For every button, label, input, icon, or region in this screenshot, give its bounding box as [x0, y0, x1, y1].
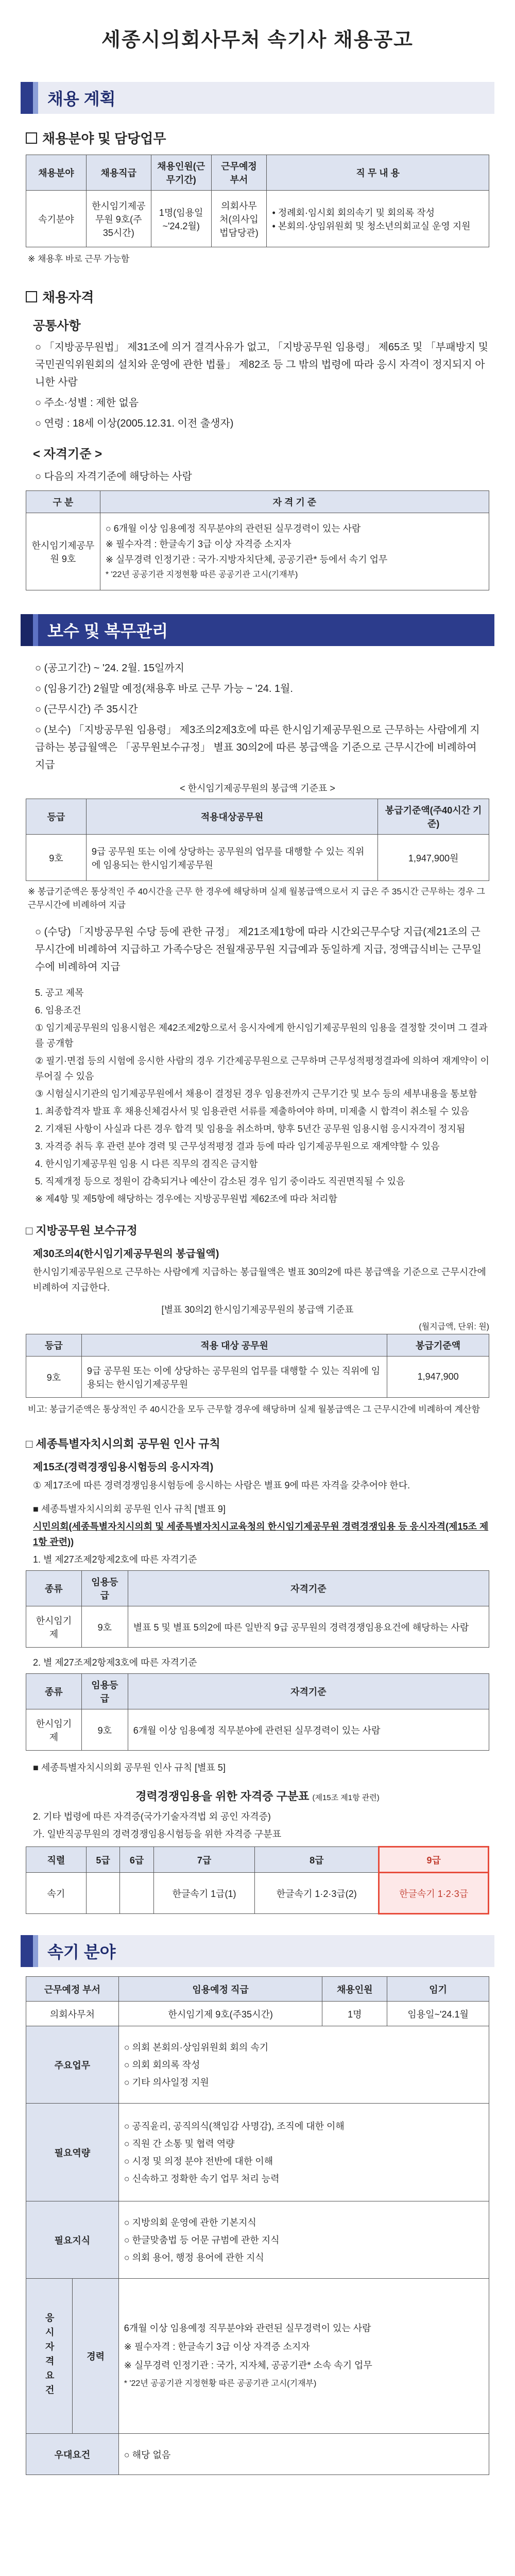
qualify-item: ○ 「지방공무원법」 제31조에 의거 결격사유가 없고, 「지방공무원 임용령」 제65조 및 「부패방지 및 국민권익위원회의 설치와 운영에 관한 법률」 제82조 등 그 밖의 법령에 따라 응시 자격이 정지되지 아니한 사람 — [35, 342, 489, 388]
col-dept: 근무예정부서 — [211, 155, 267, 191]
cert-cell: 한글속기 1·2·3급(2) — [255, 1873, 379, 1914]
detail-line: 6. 임용조건 — [35, 1005, 81, 1015]
duty-competency-label: 필요역량 — [26, 2104, 119, 2201]
section-label: 속기 분야 — [47, 1943, 116, 1961]
cert-title-text: 경력경쟁임용을 위한 자격증 구분표 — [135, 1790, 310, 1803]
section-marker-accent — [33, 1935, 38, 1967]
duty-competency-items — [118, 2104, 489, 2201]
qualify-item: ○ 주소·성별 : 제한 없음 — [35, 397, 139, 409]
cert-title-sub: (제15조 제1항 관련) — [312, 1793, 380, 1802]
salary-table-row — [26, 835, 489, 881]
cert-col: 7급 — [153, 1847, 254, 1873]
salary-table-caption: < 한시임기제공무원의 봉급액 기준표 > — [180, 783, 335, 793]
section-marker — [21, 1935, 33, 1967]
col-count: 채용인원(근무기간) — [151, 155, 211, 191]
req-heading: < 자격기준 > — [33, 447, 102, 461]
duty-knowledge-label: 필요지식 — [26, 2201, 119, 2279]
duty-cell: 임용일~'24.1월 — [387, 2002, 489, 2026]
cert-col: 6급 — [120, 1847, 154, 1873]
duty-col: 임기 — [387, 1977, 489, 2002]
section-marker-accent — [33, 82, 38, 114]
req-intro: ○ 다음의 자격기준에 해당하는 사람 — [35, 471, 192, 482]
duty-cell: 의회사무처 — [26, 2002, 119, 2026]
cert-cell: 한글속기 1급(1) — [153, 1873, 254, 1914]
section-label: 보수 및 복무관리 — [47, 622, 168, 640]
duty-knowledge-items — [118, 2201, 489, 2279]
duty-item: ○ 의회 회의록 작성 — [124, 2059, 200, 2070]
cert-table-title — [26, 1788, 489, 1804]
detail-line: ② 필기·면접 등의 시험에 응시한 사람의 경우 기간제공무원으로 근무하며 근무성적평정결과에 의하여 재계약이 이루어질 수 있음 — [35, 1056, 489, 1081]
plan-duties — [267, 191, 489, 247]
duty-item: ○ 기타 의사일정 지원 — [124, 2077, 209, 2088]
rule-hr-table2 — [26, 1673, 489, 1751]
rule-hr-text: ① 제17조에 따른 경력경쟁임용시험등에 응시하는 사람은 별표 9에 따른 자격을 갖추어야 한다. — [33, 1480, 410, 1490]
rule-pay-cell: 1,947,900 — [387, 1357, 489, 1398]
duty-qual-item: ※ 실무경력 인정기관 : 국가, 지자체, 공공기관* 소속 속기 업무 — [124, 2360, 372, 2370]
cert-col-series: 직렬 — [26, 1847, 87, 1873]
rule-pay-table — [26, 1334, 489, 1398]
duty-qual-vertical-label: 응시자격요건 — [26, 2279, 73, 2433]
col-grade: 채용직급 — [86, 155, 151, 191]
plan-table — [26, 155, 489, 247]
rule-hr-cell: 6개월 이상 임용예정 직무분야에 관련된 실무경력이 있는 사람 — [128, 1709, 489, 1751]
duty-qual-note: * '22년 공공기관 지정현황 따른 공공기관 고시(기재부) — [124, 2379, 317, 2388]
req-col-type: 구 분 — [26, 491, 100, 513]
plan-grade: 한시임기제공무원 9호(주35시간) — [86, 191, 151, 247]
req-criteria-item: ※ 필수자격 : 한글속기 3급 이상 자격증 소지자 — [105, 538, 291, 549]
square-bullet-icon — [26, 291, 37, 302]
rule-pay-unit: (월지급액, 단위: 원) — [419, 1323, 489, 1331]
rule-hr-col: 자격기준 — [128, 1674, 489, 1709]
cert-col: 5급 — [86, 1847, 120, 1873]
rule-hr-table2-row — [26, 1709, 489, 1751]
salary-item: ○ (공고기간) ~ '24. 2월. 15일까지 — [35, 663, 184, 674]
req-col-criteria: 자 격 기 준 — [100, 491, 489, 513]
rule-hr-caption2: ■ 세종특별자치시의회 공무원 인사 규칙 [별표 5] — [33, 1762, 226, 1773]
plan-table-row — [26, 191, 489, 247]
duty-qualification-row — [26, 2279, 489, 2434]
rule-hr-title: 제15조(경력경쟁임용시험등의 응시자격) — [33, 1462, 214, 1473]
rule-hr-col: 종류 — [26, 1571, 82, 1606]
salary-item: ○ (보수) 「지방공무원 임용령」 제3조의2제3호에 따른 한시임기제공무원으로 근무하는 사람에게 지급하는 봉급월액은 「공무원보수규정」 별표 30의2에 따른 봉급액을 기준으로 근무시간에 비례하여 지급 — [35, 724, 480, 771]
section-marker-accent — [33, 614, 38, 646]
detail-line: ① 임기제공무원의 임용시험은 제42조제2항으로서 응시자에게 한시임기제공무원의 임용을 결정할 것이며 그 결과를 공개함 — [35, 1023, 488, 1048]
cert-text2: 가. 일반직공무원의 경력경쟁임용시험등을 위한 자격증 구분표 — [33, 1829, 282, 1839]
detail-line: ※ 제4항 및 제5항에 해당하는 경우에는 지방공무원법 제62조에 따라 처리함 — [35, 1194, 337, 1204]
plan-table-header — [26, 155, 489, 191]
cert-table-header — [26, 1847, 489, 1873]
rule-hr-sub: 시민의회(세종특별자치시의회 및 세종특별자치시교육청의 한시임기제공무원 경력경쟁임용 등 응시자격(제15조 제1항 관련)) — [33, 1521, 489, 1547]
rule-hr-caption: ■ 세종특별자치시의회 공무원 인사 규칙 [별표 9] — [33, 1504, 226, 1514]
req-row-criteria — [100, 513, 489, 590]
cert-row-label: 속기 — [26, 1873, 87, 1914]
duty-preference-row — [26, 2434, 489, 2475]
rule-hr-col: 자격기준 — [128, 1571, 489, 1606]
detail-line: ③ 시험실시기관의 임기제공무원에서 채용이 결정된 경우 임용전까지 근무기간 및 보수 등의 세부내용을 통보함 — [35, 1089, 477, 1099]
plan-count: 1명(임용일~'24.2월) — [151, 191, 211, 247]
detail-line: 3. 자격증 취득 후 관련 분야 경력 및 근무성적평정 결과 등에 따라 임기제공무원으로 재계약할 수 있음 — [35, 1141, 440, 1151]
req-row-label: 한시임기제공무원 9호 — [26, 513, 100, 590]
rule-hr-table1 — [26, 1570, 489, 1648]
salary-item: ○ (임용기간) 2월말 예정(채용후 바로 근무 가능 ~ '24. 1월. — [35, 683, 293, 694]
detail-line: 4. 한시임기제공무원 임용 시 다른 직무의 겸직은 금지함 — [35, 1159, 258, 1169]
duty-main-row — [26, 2026, 489, 2104]
rule-heading-hr: □ 세종특별자치시의회 공무원 인사 규칙 — [26, 1437, 220, 1450]
salary-allowance: ○ (수당) 「지방공무원 수당 등에 관한 규정」 제21조제1항에 따라 시간외근무수당 지급(제21조의 근무시간에 비례하여 지급하고 가족수당은 전월재공무원 지급예과 동일하게 지급, 정액급식비는 근무일수에 비례하여 지급 — [35, 926, 482, 973]
rule-hr-line1: 1. 별 제27조제2항제2호에 따른 자격기준 — [33, 1554, 197, 1565]
cert-col: 8급 — [255, 1847, 379, 1873]
rule-pay-caption: [별표 30의2] 한시임기제공무원의 봉급액 기준표 — [161, 1304, 354, 1315]
section-duties — [21, 1935, 494, 1967]
req-criteria-item: ※ 실무경력 인정기관 : 국가·지방자치단체, 공공기관* 등에서 속기 업무 — [105, 554, 388, 565]
duty-cell: 한시임기제 9호(주35시간) — [118, 2002, 322, 2026]
detail-line: 5. 공고 제목 — [35, 988, 84, 998]
duty-col: 근무예정 부서 — [26, 1977, 119, 2002]
salary-item: ○ (근무시간) 주 35시간 — [35, 704, 138, 715]
salary-table — [26, 799, 489, 881]
salary-col-grade: 등급 — [26, 799, 87, 835]
rule-hr-line2: 2. 별 제27조제2항제3호에 따른 자격기준 — [33, 1657, 197, 1668]
duty-preference-label: 우대요건 — [26, 2434, 119, 2475]
cert-table-row — [26, 1873, 489, 1914]
rule-hr-col: 임용등급 — [81, 1571, 128, 1606]
rule-pay-col: 봉급기준액 — [387, 1334, 489, 1357]
duty-qualification-items — [118, 2279, 489, 2434]
duty-main-label: 주요업무 — [26, 2026, 119, 2104]
duty-qual-sub-label: 경력 — [87, 2351, 105, 2362]
salary-grade: 9호 — [26, 835, 87, 881]
duty-preference-items: ○ 해당 없음 — [118, 2434, 489, 2475]
detail-line: 5. 직제개정 등으로 정원이 감축되거나 예산이 감소된 경우 임기 중이라도 직권면직될 수 있음 — [35, 1176, 405, 1187]
cert-text1: 2. 기타 법령에 따른 자격증(국가기술자격법 외 공인 자격증) — [33, 1811, 271, 1822]
rule-pay-cell: 9급 공무원 또는 이에 상당하는 공무원의 업무를 대행할 수 있는 직위에 임용되는 한시임기제공무원 — [81, 1357, 387, 1398]
section-marker — [21, 614, 33, 646]
duty-qual-item: 6개월 이상 임용예정 직무분야와 관련된 실무경력이 있는 사람 — [124, 2323, 371, 2333]
cert-col-highlight: 9급 — [379, 1847, 489, 1873]
duty-item: ○ 직원 간 소통 및 협력 역량 — [124, 2138, 235, 2149]
qualify-heading — [26, 287, 489, 306]
rule-hr-cell: 한시임기제 — [26, 1709, 82, 1751]
duty-main-items — [118, 2026, 489, 2104]
rule-pay-header — [26, 1334, 489, 1357]
page-title: 세종시의회사무처 속기사 채용공고 — [101, 29, 414, 51]
rule-heading-pay: □ 지방공무원 보수규정 — [26, 1224, 138, 1237]
req-table-header — [26, 491, 489, 513]
rule-hr-cell: 별표 5 및 별표 5의2에 따른 일반직 9급 공무원의 경력경쟁임용요건에 해당하는 사람 — [128, 1606, 489, 1648]
col-field: 채용분야 — [26, 155, 87, 191]
col-duties: 직 무 내 용 — [267, 155, 489, 191]
qualify-heading-text: 채용자격 — [42, 290, 94, 305]
req-criteria-note: * '22년 공공기관 지정현황 따른 공공기관 고시(기재부) — [105, 570, 298, 579]
plan-dept: 의회사무처(의사입법담당관) — [211, 191, 267, 247]
salary-target: 9급 공무원 또는 이에 상당하는 공무원의 업무를 대행할 수 있는 직위에 임용되는 한시임기제공무원 — [86, 835, 377, 881]
duty-col: 채용인원 — [322, 1977, 387, 2002]
salary-table-header — [26, 799, 489, 835]
section-marker — [21, 82, 33, 114]
plan-note: ※ 채용후 바로 근무 가능함 — [28, 254, 130, 264]
section-salary — [21, 614, 494, 646]
rule-pay-col: 등급 — [26, 1334, 82, 1357]
rule-hr-cell: 9호 — [81, 1606, 128, 1648]
duty-item: ○ 신속하고 정확한 속기 업무 처리 능력 — [124, 2173, 280, 2184]
salary-col-target: 적용대상공무원 — [86, 799, 377, 835]
rule-pay-cell: 9호 — [26, 1357, 82, 1398]
salary-col-amount: 봉급기준액(주40시간 기준) — [378, 799, 489, 835]
cert-cell — [86, 1873, 120, 1914]
cert-table — [26, 1846, 489, 1914]
duty-item: ○ 의회 본회의·상임위원회 회의 속기 — [124, 2042, 269, 2053]
duty-table-header — [26, 1977, 489, 2002]
rule-hr-cell: 한시임기제 — [26, 1606, 82, 1648]
detail-line: 2. 기재된 사항이 사실과 다른 경우 합격 및 임용을 취소하며, 향후 5년간 공무원 임용시험 응시자격이 정지됨 — [35, 1124, 466, 1134]
duty-table — [26, 1976, 489, 2475]
rule-hr-table1-header — [26, 1571, 489, 1606]
rule-hr-table1-row — [26, 1606, 489, 1648]
rule-pay-col: 적용 대상 공무원 — [81, 1334, 387, 1357]
duty-qual-item: ※ 필수자격 : 한글속기 3급 이상 자격증 소지자 — [124, 2342, 310, 2352]
rule-hr-col: 임용등급 — [81, 1674, 128, 1709]
duty-item: ○ 한글맞춤법 등 어문 규범에 관한 지식 — [124, 2234, 280, 2245]
duty-col: 임용예정 직급 — [118, 1977, 322, 2002]
duty-item: ○ 공직윤리, 공직의식(책임감 사명감), 조직에 대한 이해 — [124, 2121, 345, 2131]
plan-duty-item: • 본회의·상임위원회 및 청소년의회교실 운영 지원 — [272, 221, 471, 231]
plan-heading — [26, 128, 489, 147]
duty-competency-row — [26, 2104, 489, 2201]
plan-heading-text: 채용분야 및 담당업무 — [42, 131, 166, 146]
rule-pay-row — [26, 1357, 489, 1398]
req-table-row — [26, 513, 489, 590]
qualify-common: 공통사항 — [33, 319, 81, 333]
rule-hr-cell: 9호 — [81, 1709, 128, 1751]
cert-cell — [120, 1873, 154, 1914]
section-recruit-plan — [21, 82, 494, 114]
detail-line: 1. 최종합격자 발표 후 채용신체검사서 및 임용관련 서류를 제출하여야 하며, 미제출 시 합격이 취소될 수 있음 — [35, 1106, 469, 1116]
duty-qualification-label — [26, 2279, 119, 2434]
rule-hr-col: 종류 — [26, 1674, 82, 1709]
rule-hr-table2-header — [26, 1674, 489, 1709]
square-bullet-icon — [26, 132, 37, 144]
salary-table-note: ※ 봉급기준액은 통상적인 주 40시간을 근무 한 경우에 해당하며 실제 월봉급액으로서 지 급은 주 35시간 근무하는 경우 그 근무시간에 비례하여 지급 — [28, 887, 485, 910]
req-criteria-item: ○ 6개월 이상 임용예정 직무분야의 관련된 실무경력이 있는 사람 — [105, 523, 361, 534]
req-table — [26, 490, 489, 590]
salary-amount: 1,947,900원 — [378, 835, 489, 881]
duty-item: ○ 지방의회 운영에 관한 기본지식 — [124, 2217, 256, 2228]
duty-cell: 1명 — [322, 2002, 387, 2026]
plan-field: 속기분야 — [26, 191, 87, 247]
duty-item: ○ 의회 용어, 행정 용어에 관한 지식 — [124, 2252, 264, 2263]
rule-pay-title: 제30조의4(한시임기제공무원의 봉급월액) — [33, 1248, 219, 1260]
duty-knowledge-row — [26, 2201, 489, 2279]
cert-cell-highlight: 한글속기 1·2·3급 — [379, 1873, 489, 1914]
rule-pay-text: 한시임기제공무원으로 근무하는 사람에게 지급하는 봉급월액은 별표 30의2에 따른 봉급액을 기준으로 근무시간에 비례하여 지급한다. — [33, 1267, 486, 1293]
duty-table-row — [26, 2002, 489, 2026]
section-label: 채용 계획 — [47, 90, 116, 108]
plan-duty-item: • 정례회·임시회 회의속기 및 회의록 작성 — [272, 207, 435, 218]
rule-pay-note: 비고: 봉급기준액은 통상적인 주 40시간을 모두 근무할 경우에 해당하며 실제 월봉급액은 그 근무시간에 비례하여 계산함 — [28, 1404, 480, 1414]
qualify-item: ○ 연령 : 18세 이상(2005.12.31. 이전 출생자) — [35, 418, 234, 429]
duty-item: ○ 시정 및 의정 분야 전반에 대한 이해 — [124, 2156, 273, 2166]
